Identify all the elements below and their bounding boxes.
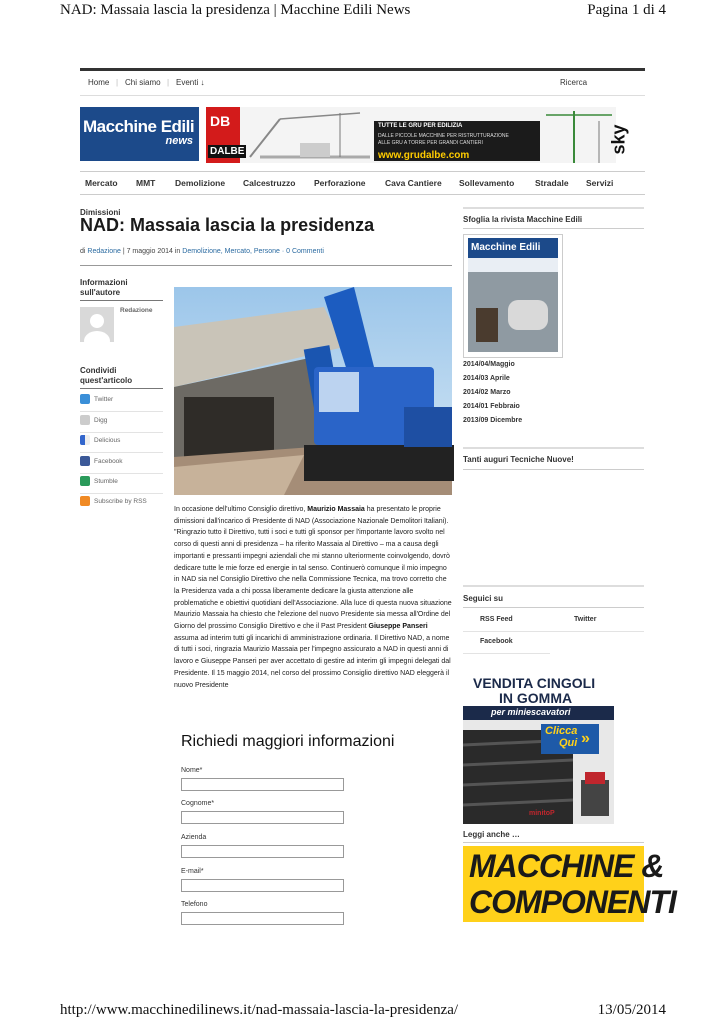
divider — [463, 228, 644, 229]
nav-item-mercato[interactable]: Mercato — [85, 178, 118, 188]
greeting-heading[interactable]: Tanti auguri Tecniche Nuove! — [463, 455, 574, 464]
rubber-tracks-ad[interactable] — [463, 672, 614, 824]
ad-line1: VENDITA CINGOLI — [473, 675, 596, 691]
digg-icon — [80, 415, 90, 425]
field-label-cognome: Cognome* — [181, 800, 215, 807]
telefono-field[interactable] — [181, 912, 344, 925]
chevron-down-icon: ↓ — [200, 78, 205, 87]
nav-item-demolizione[interactable]: Demolizione — [175, 178, 226, 188]
twitter-icon — [80, 394, 90, 404]
facebook-icon — [80, 456, 90, 466]
divider — [80, 300, 163, 301]
comments-link[interactable]: · 0 Commenti — [281, 248, 324, 255]
ad-line2: IN GOMMA — [499, 690, 573, 706]
cognome-field[interactable] — [181, 811, 344, 824]
article-photo — [174, 287, 452, 495]
macchine-componenti-ad[interactable] — [463, 846, 676, 922]
follow-heading: Seguici su — [463, 594, 504, 603]
issue-link[interactable]: 2014/01 Febbraio — [463, 403, 520, 410]
top-nav — [80, 71, 645, 96]
main-nav — [80, 171, 645, 195]
share-twitter[interactable]: Twitter — [80, 391, 163, 412]
divider — [80, 388, 163, 389]
print-title: NAD: Massaia lascia la presidenza | Macchine Edili News — [60, 2, 411, 18]
share-stumble[interactable]: Stumble — [80, 473, 163, 494]
divider — [463, 842, 644, 843]
divider — [463, 207, 644, 209]
issue-link[interactable]: 2014/03 Aprile — [463, 375, 510, 382]
tower-crane-illustration — [544, 107, 614, 163]
banner-text-box: TUTTE LE GRU PER EDILIZIA DALLE PICCOLE MACCHINE PER RISTRUTTURAZIONE ALLE GRU A TORRE PER GRANDI CANTIERI www.grudalbe.com — [374, 121, 540, 161]
banner-ad[interactable] — [206, 107, 646, 163]
dalbe-logo: DB DALBE — [206, 107, 240, 163]
form-title: Richiedi maggiori informazioni — [181, 733, 395, 750]
nav-item-calcestruzzo[interactable]: Calcestruzzo — [243, 178, 296, 188]
nome-field[interactable] — [181, 778, 344, 791]
author-link[interactable]: Redazione — [87, 248, 121, 255]
share-delicious[interactable]: Delicious — [80, 432, 163, 453]
magazine-heading: Sfoglia la rivista Macchine Edili — [463, 215, 583, 224]
print-url: http://www.macchinedilinews.it/nad-massaia-lascia-la-presidenza/ — [60, 1002, 459, 1018]
ad-cta1: Clicca — [545, 725, 578, 737]
rss-icon — [80, 496, 90, 506]
issue-link[interactable]: 2013/09 Dicembre — [463, 417, 523, 424]
magazine-cover[interactable] — [463, 234, 563, 358]
divider — [463, 607, 644, 608]
print-date: 13/05/2014 — [597, 1002, 666, 1018]
field-label-azienda: Azienda — [181, 834, 207, 841]
article-meta: di Redazione | 7 maggio 2014 in Demolizione, Mercato, Persone · 0 Commenti — [80, 248, 324, 255]
issue-link[interactable]: 2014/04/Maggio — [463, 361, 515, 368]
divider — [80, 265, 452, 266]
site-logo[interactable] — [80, 107, 199, 161]
share-facebook[interactable]: Facebook — [80, 453, 163, 474]
nav-separator: | — [167, 78, 170, 87]
share-heading: Condividi quest'articolo — [80, 366, 133, 385]
divider — [463, 631, 644, 632]
follow-twitter[interactable]: Twitter — [574, 616, 597, 623]
search-link[interactable]: Ricerca — [560, 78, 588, 87]
delicious-icon — [80, 435, 90, 445]
issue-link[interactable]: 2014/02 Marzo — [463, 389, 511, 396]
author-name[interactable]: Redazione — [120, 307, 153, 314]
share-digg[interactable]: Digg — [80, 412, 163, 433]
nav-separator: | — [116, 78, 119, 87]
sky-cranes-logo: sky — [616, 107, 646, 163]
field-label-email: E-mail* — [181, 868, 204, 875]
nav-events[interactable]: Eventi ↓ — [176, 78, 205, 87]
user-icon — [80, 307, 114, 342]
field-label-nome: Nome* — [181, 767, 203, 774]
article-body: In occasione dell'ultimo Consiglio direttivo, Maurizio Massaia ha presentato le proprie dimissioni dall'incarico di Presidente di NAD (Associazione Nazionale Demolitori Italiani). "Ringrazio tutto il Direttivo, tutti i soci e tutti gli sponsor per l'importante lavoro svolto nel corso di questi anni di presidenza – ha riferito Massaia al Direttivo – ma a causa degli importanti e pressanti impegni aziendali che mi stanno ulteriormente coinvolgendo, dovrò dedicare tutte le mie forze ed energie in tal senso. Continuerò comunque il mio impegno in NAD sia nel Consiglio Direttivo che nella Commissione Tecnica, ma trovo corretto che la Presidenza vada a chi possa liberamente dedicare la giusta attenzione alle problematiche e obiettivi quotidiani dell'Associazione. Alla luce di questa nuova situazione Maurizio Massaia ha chiesto che l'elezione del nuovo Presidente sia messa all'Ordine del Giorno del prossimo Consiglio Direttivo e che il Past President Giuseppe Panseri assuma ad interim tutti gli incarichi di amministrazione ordinaria. Il Direttivo NAD, a nome di tutti i soci, ringrazia Maurizio Massaia per l'impegno assicurato a NAD in questi anni di lavoro e Giuseppe Panseri per aver accettato di gestire ad interim gli impegni delegati dal Presidente. Il 15 maggio 2014, nel corso del prossimo Consiglio direttivo NAD eleggerà il nuovo Presidente — [174, 506, 452, 689]
logo-sub: news — [165, 135, 193, 147]
nav-item-cava-cantiere[interactable]: Cava Cantiere — [385, 178, 442, 188]
nav-home[interactable]: Home — [88, 78, 110, 87]
email-field[interactable] — [181, 879, 344, 892]
nav-item-perforazione[interactable]: Perforazione — [314, 178, 366, 188]
divider — [463, 653, 550, 654]
crane-illustration — [240, 107, 374, 163]
follow-facebook[interactable]: Facebook — [480, 638, 513, 645]
nav-item-servizi[interactable]: Servizi — [586, 178, 614, 188]
field-label-telefono: Telefono — [181, 901, 208, 908]
print-page-number: Pagina 1 di 4 — [587, 2, 666, 18]
divider — [463, 469, 644, 470]
mc-line1: MACCHINE & — [469, 848, 664, 884]
divider — [463, 447, 644, 449]
divider — [463, 585, 644, 587]
azienda-field[interactable] — [181, 845, 344, 858]
nav-item-stradale[interactable]: Stradale — [535, 178, 569, 188]
article-category[interactable]: Dimissioni — [80, 208, 121, 217]
mc-line2: COMPONENTI — [469, 884, 676, 920]
author-heading: Informazioni sull'autore — [80, 278, 128, 297]
category-links[interactable]: Demolizione, Mercato, Persone — [182, 248, 280, 255]
nav-about[interactable]: Chi siamo — [125, 78, 161, 87]
print-header — [0, 0, 724, 22]
chevron-right-icon: » — [581, 730, 590, 747]
read-also-heading: Leggi anche … — [463, 830, 520, 839]
ad-brand: minitoP — [529, 810, 555, 817]
nav-item-sollevamento[interactable]: Sollevamento — [459, 178, 515, 188]
nav-item-mmt[interactable]: MMT — [136, 178, 156, 188]
avatar — [80, 307, 114, 342]
ad-line3: per miniescavatori — [491, 707, 571, 717]
article-title: NAD: Massaia lascia la presidenza — [80, 215, 375, 235]
ad-cta2: Qui — [559, 737, 578, 749]
stumble-icon — [80, 476, 90, 486]
share-rss[interactable]: Subscribe by RSS — [80, 493, 163, 513]
magazine-cover-title: Macchine Edili — [471, 242, 541, 253]
follow-rss[interactable]: RSS Feed — [480, 616, 513, 623]
demolition-excavator-image — [174, 287, 452, 495]
logo-main: Macchine Edili — [83, 117, 195, 136]
